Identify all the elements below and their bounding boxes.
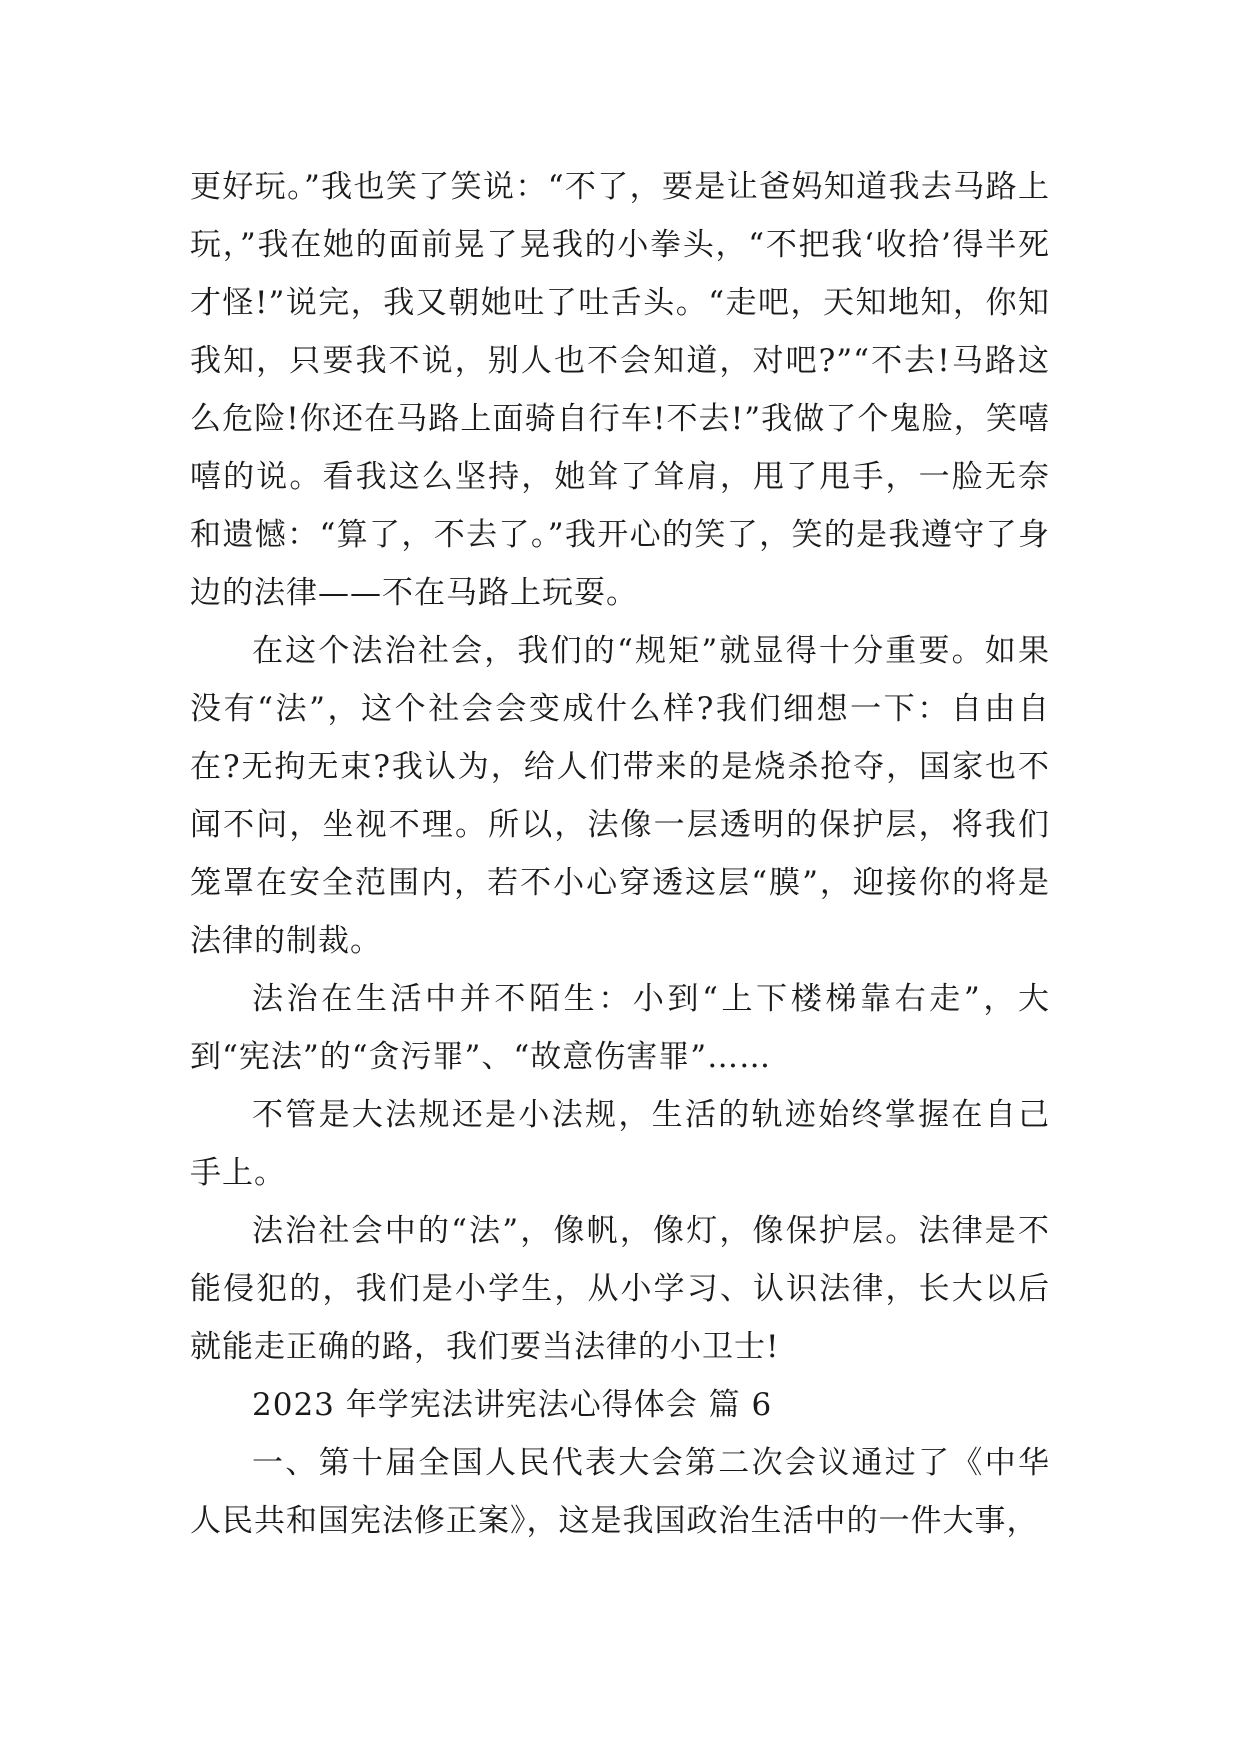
paragraph-constitution-amendment: 一、第十届全国人民代表大会第二次会议通过了《中华人民共和国宪法修正案》，这是我国政治生活中的一件大事， bbox=[190, 1445, 1050, 1539]
paragraph-continued-story: 更好玩。”我也笑了笑说：“不了，要是让爸妈知道我去马路上玩，”我在她的面前晃了晃我的小拳头，“不把我‘收拾’得半死才怪!”说完，我又朝她吐了吐舌头。“走吧，天知地知，你知我知，只要我不说，别人也不会知道，对吧?”“不去!马路这么危险!你还在马路上面骑自行车!不去!”我做了个鬼脸，笑嘻嘻的说。看我这么坚持，她耸了耸肩，甩了甩手，一脸无奈和遗憾：“算了，不去了。”我开心的笑了，笑的是我遵守了身边的法律——不在马路上玩耍。 bbox=[190, 169, 1050, 611]
document-body bbox=[190, 158, 1050, 1550]
paragraph-big-small-rules: 不管是大法规还是小法规，生活的轨迹始终掌握在自己手上。 bbox=[190, 1097, 1050, 1191]
paragraph-rule-of-law: 在这个法治社会，我们的“规矩”就显得十分重要。如果没有“法”，这个社会会变成什么样?我们细想一下：自由自在?无拘无束?我认为，给人们带来的是烧杀抢夺，国家也不闻不问，坐视不理。所以，法像一层透明的保护层，将我们笼罩在安全范围内，若不小心穿透这层“膜”，迎接你的将是法律的制裁。 bbox=[190, 633, 1050, 959]
section-heading: 2023 年学宪法讲宪法心得体会 篇 6 bbox=[252, 1387, 773, 1423]
paragraph-law-in-life: 法治在生活中并不陌生：小到“上下楼梯靠右走”，大到“宪法”的“贪污罪”、“故意伤害罪”…… bbox=[190, 981, 1050, 1075]
paragraph-law-guardian: 法治社会中的“法”，像帆，像灯，像保护层。法律是不能侵犯的，我们是小学生，从小学习、认识法律，长大以后就能走正确的路，我们要当法律的小卫士! bbox=[190, 1213, 1050, 1365]
